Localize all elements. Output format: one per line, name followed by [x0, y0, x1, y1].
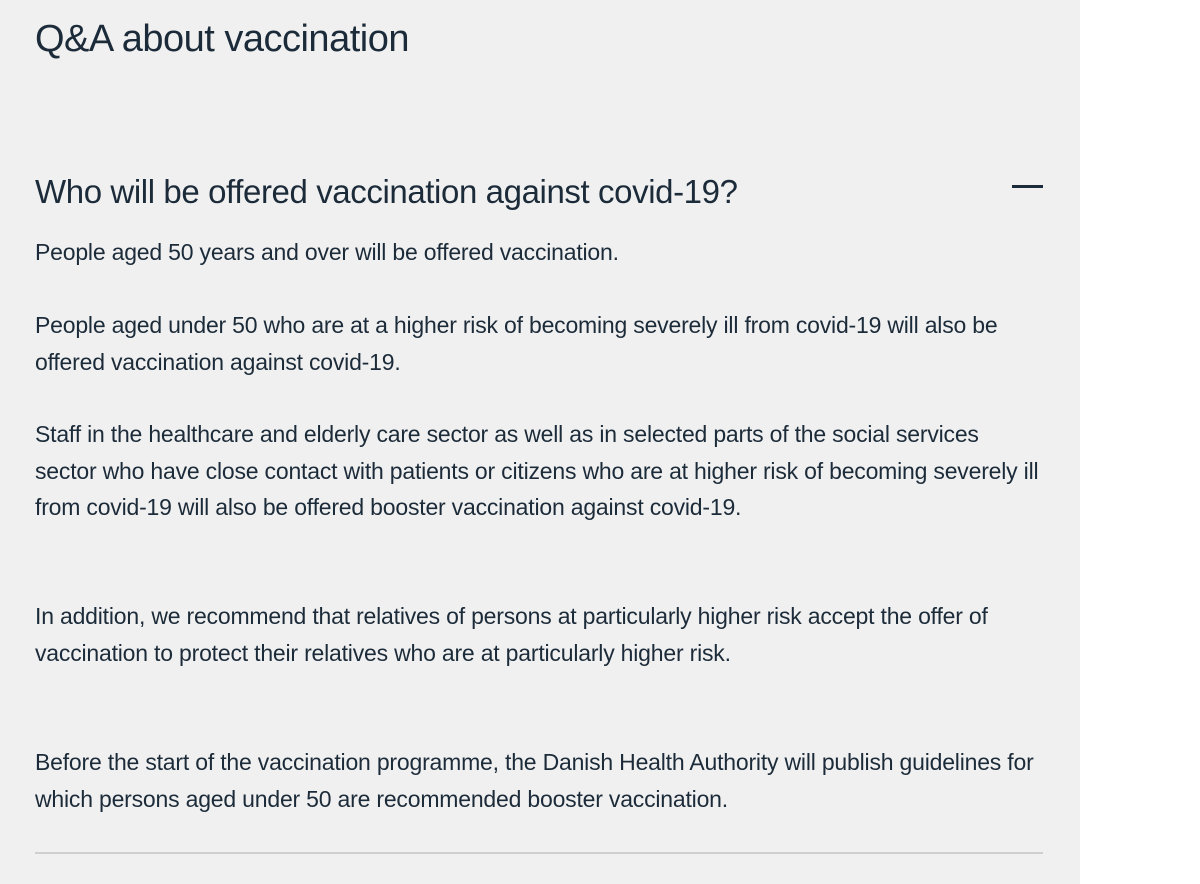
answer-paragraph: Before the start of the vaccination programme, the Danish Health Authority will publish guidelines for which persons aged under 50 are recommended booster vaccination. [35, 749, 1034, 812]
answer-paragraph: People aged under 50 who are at a higher risk of becoming severely ill from covid-19 will also be offered vaccination against covid-19. [35, 312, 998, 375]
answer-paragraph: In addition, we recommend that relatives of persons at particularly higher risk accept the offer of vaccination to protect their relatives who are at particularly higher risk. [35, 603, 988, 666]
section-title: Q&A about vaccination [35, 18, 409, 60]
accordion-header[interactable] [35, 168, 1043, 216]
minus-icon[interactable] [1003, 172, 1043, 206]
accordion-question[interactable]: Who will be offered vaccination against covid-19? [35, 173, 738, 210]
answer-paragraph: People aged 50 years and over will be offered vaccination. [35, 239, 619, 265]
accordion-item [35, 168, 1043, 812]
answer-paragraph: Staff in the healthcare and elderly care sector as well as in selected parts of the social services sector who have close contact with patients or citizens who are at higher risk of becoming severely ill from covid-19 will also be offered booster vaccination against covid-19. [35, 421, 1039, 520]
minus-icon-bar [1012, 185, 1043, 188]
divider [35, 852, 1043, 854]
